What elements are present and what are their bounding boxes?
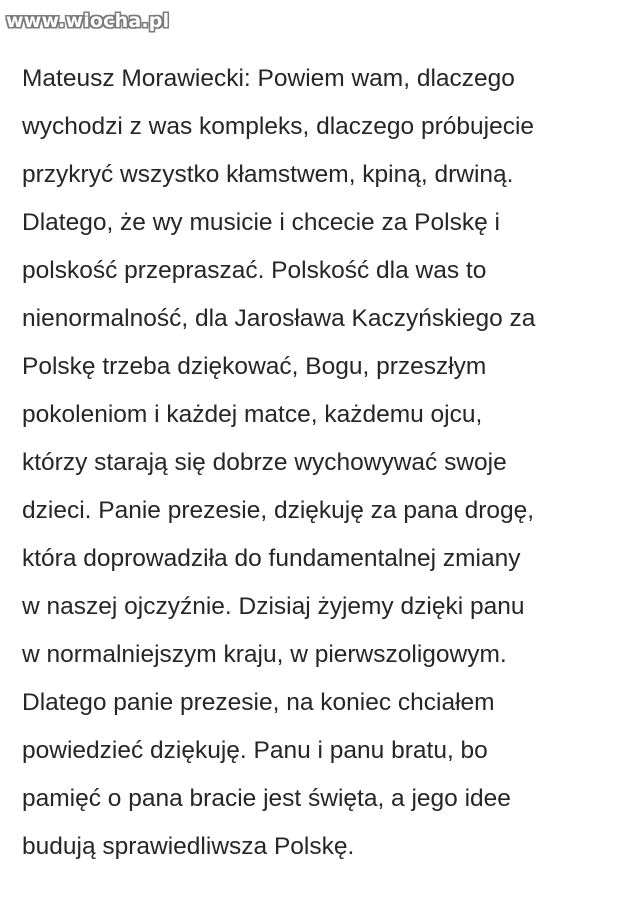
text-line: pokoleniom i każdej matce, każdemu ojcu, (22, 401, 483, 428)
text-line: w normalniejszym kraju, w pierwszoligowym. (22, 641, 507, 668)
text-line: polskość przepraszać. Polskość dla was to (22, 257, 487, 284)
text-line: która doprowadziła do fundamentalnej zmiany (22, 545, 521, 572)
text-line: wychodzi z was kompleks, dlaczego próbujecie (22, 113, 535, 140)
text-line: Polskę trzeba dziękować, Bogu, przeszłym (22, 353, 487, 380)
post-text (22, 55, 622, 871)
text-line: Mateusz Morawiecki: Powiem wam, dlaczego (22, 65, 515, 92)
text-line: pamięć o pana bracie jest święta, a jego idee (22, 785, 511, 812)
text-line: Dlatego panie prezesie, na koniec chciałem (22, 689, 495, 716)
text-line: którzy starają się dobrze wychowywać swoje (22, 449, 507, 476)
text-line: powiedzieć dziękuję. Panu i panu bratu, bo (22, 737, 488, 764)
text-line: Dlatego, że wy musicie i chcecie za Polskę i (22, 209, 500, 236)
watermark-logo: www.wiocha.pl (6, 10, 170, 32)
text-line: nienormalność, dla Jarosława Kaczyńskiego za (22, 305, 536, 332)
text-line: dzieci. Panie prezesie, dziękuję za pana drogę, (22, 497, 535, 524)
text-line: budują sprawiedliwsza Polskę. (22, 833, 355, 860)
text-line: przykryć wszystko kłamstwem, kpiną, drwiną. (22, 161, 514, 188)
text-line: w naszej ojczyźnie. Dzisiaj żyjemy dzięki panu (22, 593, 525, 620)
